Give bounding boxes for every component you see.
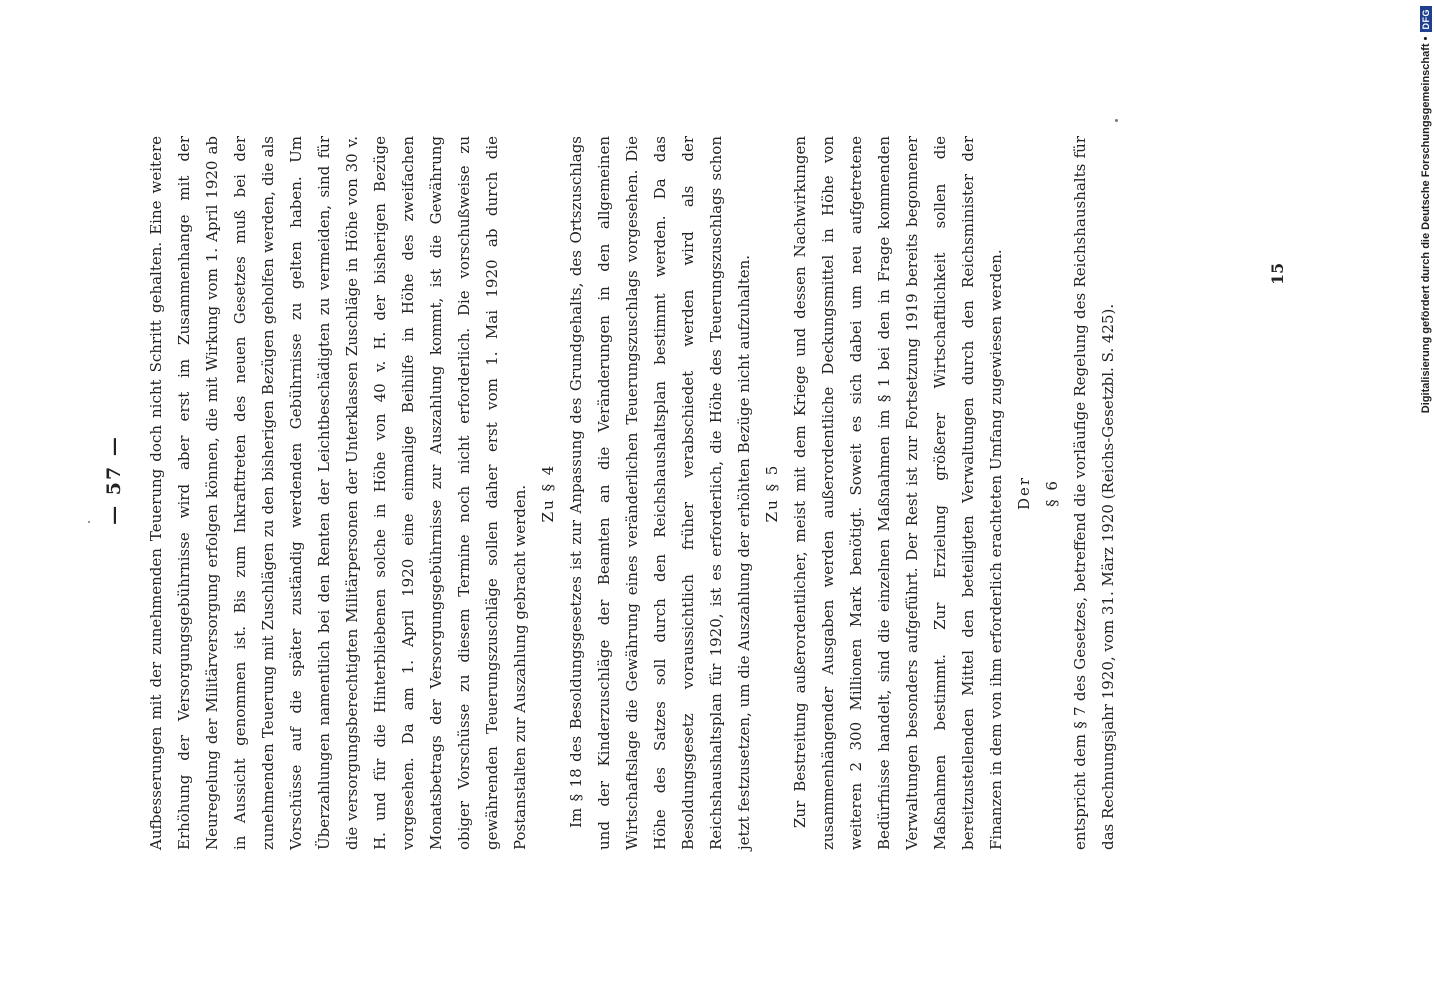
attribution-text: Digitalisierung gefördert durch die Deutsche Forschungsgemeinschaft • bbox=[1420, 36, 1432, 414]
scan-speck bbox=[1115, 119, 1118, 122]
section-heading-6: § 6 bbox=[1043, 479, 1061, 507]
section-heading-6-intro: Der bbox=[1015, 475, 1033, 511]
section-heading-5: Zu § 5 bbox=[763, 463, 781, 523]
section-heading-4: Zu § 4 bbox=[539, 463, 557, 523]
scan-speck bbox=[88, 521, 90, 523]
dfg-logo-badge: DFG bbox=[1420, 6, 1432, 33]
paragraph-3: Zur Bestreitung außerordentlicher, meist mit dem Kriege und dessen Nachwirkungen zusammenhängender Ausgaben werden außerordentliche Deckungsmittel in Höhe von weiteren 2 300 Millionen Mark benötigt. Soweit es sich dabei um neu aufgetretene Bedürfnisse handelt, sind die einzelnen Maßnahmen im § 1 bei den in Frage kommenden Verwaltungen besonders aufgeführt. Der Rest ist zur Fortsetzung 1919 bereits begonnener Maßnahmen bestimmt. Zur Erzielung größerer Wirtschaftlichkeit sollen die bereitzustellenden Mittel den beteiligten Verwaltungen durch den Reichsminister der Finanzen in dem von ihm erforderlich erachteten Umfang zugewiesen werden. bbox=[791, 136, 1005, 850]
sheet-number: 15 bbox=[1268, 262, 1287, 285]
digitization-attribution bbox=[1418, 6, 1434, 996]
body-text bbox=[142, 136, 1122, 850]
paragraph-1: Aufbesserungen mit der zunehmenden Teuerung doch nicht Schritt gehalten. Eine weitere Erhöhung der Versorgungsgebührnisse wird aber erst im Zusammenhange mit der Neuregelung der Militärversorgung erfolgen können, die mit Wirkung vom 1. April 1920 ab in Aussicht genommen ist. Bis zum Inkrafttreten des neuen Gesetzes muß bei der zunehmenden Teuerung mit Zuschlägen zu den bisherigen Bezügen geholfen werden, die als Vorschüsse auf die später zuständig werdenden Gebührnisse zu gelten haben. Um Überzahlungen namentlich bei den Renten der Leichtbeschädigten zu vermeiden, sind für die versorgungsberechtigten Militärpersonen der Unterklassen Zuschläge in Höhe von 30 v. H. und für die Hinterbliebenen solche in Höhe von 40 v. H. der bisherigen Bezüge vorgesehen. Da am 1. April 1920 eine einmalige Beihilfe in Höhe des zweifachen Monatsbetrags der Versorgungsgebührnisse zur Auszahlung kommt, ist die Gewährung obiger Vorschüsse zu diesem Termine noch nicht erforderlich. Die vorschußweise zu gewährenden Teuerungszuschläge sollen daher erst vom 1. Mai 1920 ab durch die Postanstalten zur Auszahlung gebracht werden. bbox=[147, 136, 529, 850]
page-number: — 57 — bbox=[103, 435, 125, 525]
paragraph-4: entspricht dem § 7 des Gesetzes, betreffend die vorläufige Regelung des Reichshaushalts für das Rechnungsjahr 1920, vom 31. März 1920 (Reichs-Gesetzbl. S. 425). bbox=[1071, 136, 1117, 850]
paragraph-2: Im § 18 des Besoldungsgesetzes ist zur Anpassung des Grundgehalts, des Ortszuschlags und der Kinderzuschläge der Beamten an die Veränderungen in den allgemeinen Wirtschaftslage die Gewährung eines veränderlichen Teuerungszuschlags vorgesehen. Die Höhe des Satzes soll durch den Reichshaushaltsplan bestimmt werden. Da das Besoldungsgesetz voraussichtlich früher verabschiedet werden wird als der Reichshaushaltsplan für 1920, ist es erforderlich, die Höhe des Teuerungszuschlags schon jetzt festzusetzen, um die Auszahlung der erhöhten Bezüge nicht aufzuhalten. bbox=[567, 136, 753, 850]
